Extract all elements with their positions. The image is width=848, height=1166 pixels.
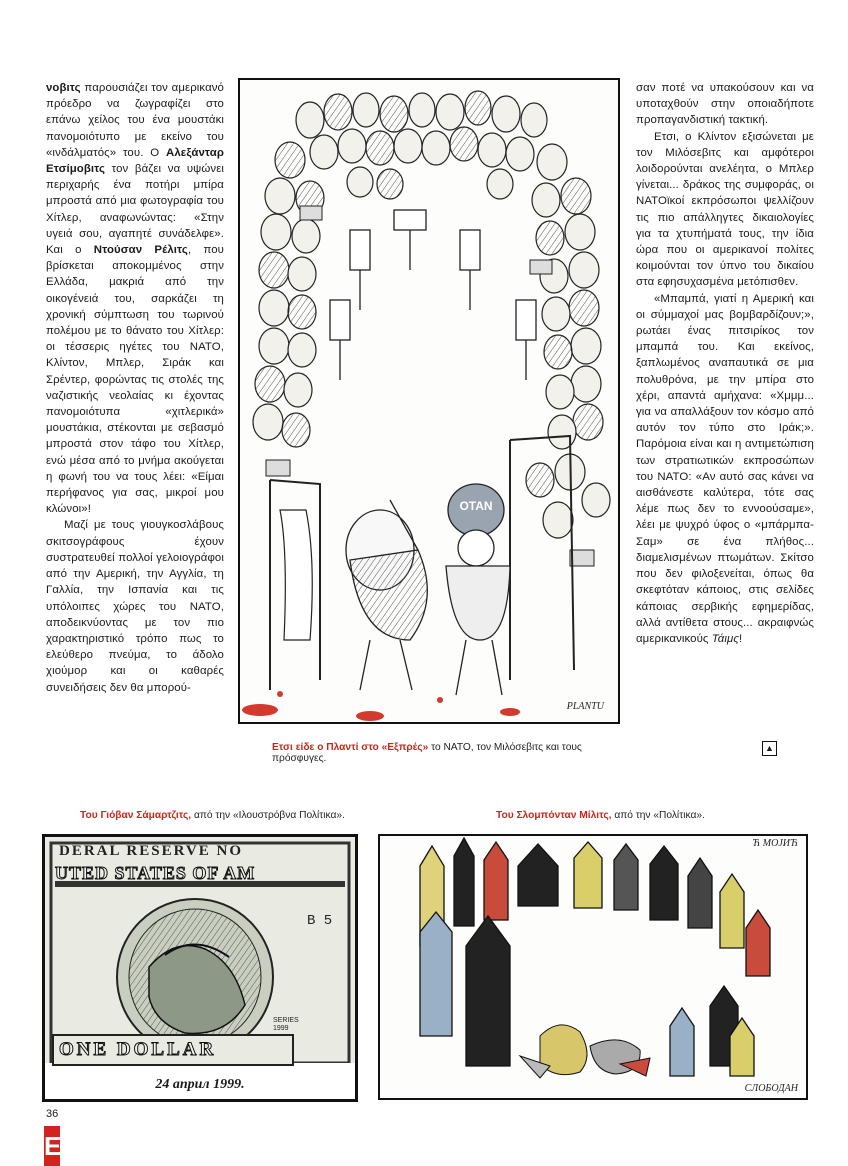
section-tab-marker: E (44, 1126, 60, 1166)
dollar-bottom-text: ONE DOLLAR (59, 1039, 217, 1060)
missile-signature-bottom: СЛОБОДАН (744, 1083, 798, 1094)
article-column-right (636, 80, 814, 647)
missile-signature-top: Ћ МОЈИЋ (752, 838, 798, 849)
left-paragraph-2: Μαζί με τους γιουγκοσλάβους σκιτσογράφους έχουν συστρατευθεί πολλοί γελοιογράφοι από την Αμερική, την Αγγλία, τη Γαλλία, την Ισπανία και τις υπόλοιπες χώρες του ΝΑΤΟ, αποδεικνύοντας με τον πιο χαρακτηριστικό τρόπο πως το ελεύθερο πνεύμα, το άδολο χιούμορ και οι καθαρές συνειδήσεις δεν θα μπορού- (46, 519, 224, 694)
dollar-date: 24 април 1999. (155, 1077, 245, 1092)
left-paragraph-1: νοβιτς παρουσιάζει τον αμερικανό πρόεδρο να ζωγραφίζει στο επάνω χείλος του ένα μουστάκι πανομοιότυπο με εκείνο του «ινδάλματός» του. Ο Αλεξάνταρ Ετσίμοβιτς τον βάζει να υψώνει περιχαρής ένα ποτήρι μπίρα μπροστά από μια φωτογραφία του Χίτλερ, αναφωνώντας: «Στην υγειά σου, αγαπητέ συνάδελφε». Και ο Ντούσαν Ρέλιτς, που βρίσκεται αποκομμένος στην Ελλάδα, μακριά από την οικογένειά του, σαρκάζει τη χρονική σύμπτωση του τωρινού πολέμου με το θάνατο του Χίτλερ: οι τέσσερις ηγέτες του ΝΑΤΟ, Κλίντον, Μπλερ, Σιράκ και Σρέντερ, φορώντας τις στολές της ναζιστικής νεολαίας κι έχοντας πανομοιότυπα «χιτλερικά» μουστάκια, στέκονται με σεβασμό μπροστά στον τάφο του Χίτλερ, ενώ μέσα από το μνήμα ακούγεται η φωνή του να τους λέει: «Είμαι περήφανος για σας, μικροί μου κλώνοι»! (46, 82, 225, 516)
helmet-label: OTAN (459, 499, 493, 513)
dollar-banner-text: UTED STATES OF AM (55, 863, 256, 883)
refugee-crowd-drawing (240, 80, 618, 722)
missile-circle-cartoon (378, 834, 808, 1100)
main-cartoon-caption: Ετσι είδε ο Πλαντί στο «Εξπρές» το ΝΑΤΟ, τον Μιλόσεβιτς και τους πρόσφυγες. (272, 742, 582, 764)
dollar-cartoon-caption: Του Γιόβαν Σάμαρτζιτς, από την «Ιλουστρόβνα Πολίτικα». (80, 810, 345, 821)
dollar-top-text: DERAL RESERVE NO (59, 843, 244, 859)
article-end-mark: ▲ (762, 741, 777, 756)
dollar-series: SERIES 1999 (273, 1017, 299, 1032)
dollar-bill-cartoon (42, 834, 358, 1102)
right-paragraph-2: Ετσι, ο Κλίντον εξισώνεται με τον Μιλόσεβιτς και αμφότεροι λοιδορούνται ανελέητα, ο Μπλερ γίνεται... δράκος της συμφοράς, οι ΝΑΤΟϊκοί εκπρόσωποι ψελλίζουν τις πιο απάλληγτες δικαιολογίες για τα χτυπήματά τους, την ίδια ώρα που οι αμερικανοί πολίτες κοιμούνται τον ύπνο του δικαίου στα εφησυχασμένα μετόπισθεν. (636, 130, 814, 289)
plantu-refugees-cartoon (238, 78, 620, 724)
missile-ring-drawing (380, 836, 806, 1098)
main-cartoon-signature: PLANTU (566, 701, 604, 712)
right-paragraph-1: σαν ποτέ να υπακούσουν και να υποταχθούν στην οποιαδήποτε προπαγανδιστική τακτική. (636, 82, 814, 127)
right-paragraph-3: «Μπαμπά, γιατί η Αμερική και οι σύμμαχοί μας βομβαρδίζουν;», ρωτάει ένας πιτσιρίκος τον μπαμπά του. Και εκείνος, ξαπλωμένος αναπαυτικά σε μια πολυθρόνα, με την μπίρα στο χέρι, απαντά αμήχανα: «Χμμμ... για να απαλλάξουν τον κόσμο από αυτόν τον τύπο στο Ιράκ;». Παρόμοια είναι και η αντιμετώπιση των στρατιωτικών εκπροσώπων του ΝΑΤΟ: «Αν αυτό σας κάνει να αισθάνεστε καλύτερα, τότε σας λέμε πως δεν το εννοούσαμε», λέει με ψυχρό ύφος ο «μπάρμπα-Σαμ» σε ένα πλήθος... διαμελισμένων πτωμάτων. Σκίτσο που δεν φιλοξενείται, όπως θα σκεφτόταν κάποιος, στις σελίδες κάποιας σερβικής εφημερίδας, αλλά αντίθετα στους... ακραιφνώς αμερικανικούς Τάιμς! (636, 292, 814, 645)
article-column-left (46, 80, 224, 696)
dollar-serial: B 5 (307, 913, 333, 929)
page-number: 36 (46, 1108, 59, 1120)
missile-cartoon-caption: Του Σλομπόνταν Μίλιτς, από την «Πολίτικα». (496, 810, 705, 821)
